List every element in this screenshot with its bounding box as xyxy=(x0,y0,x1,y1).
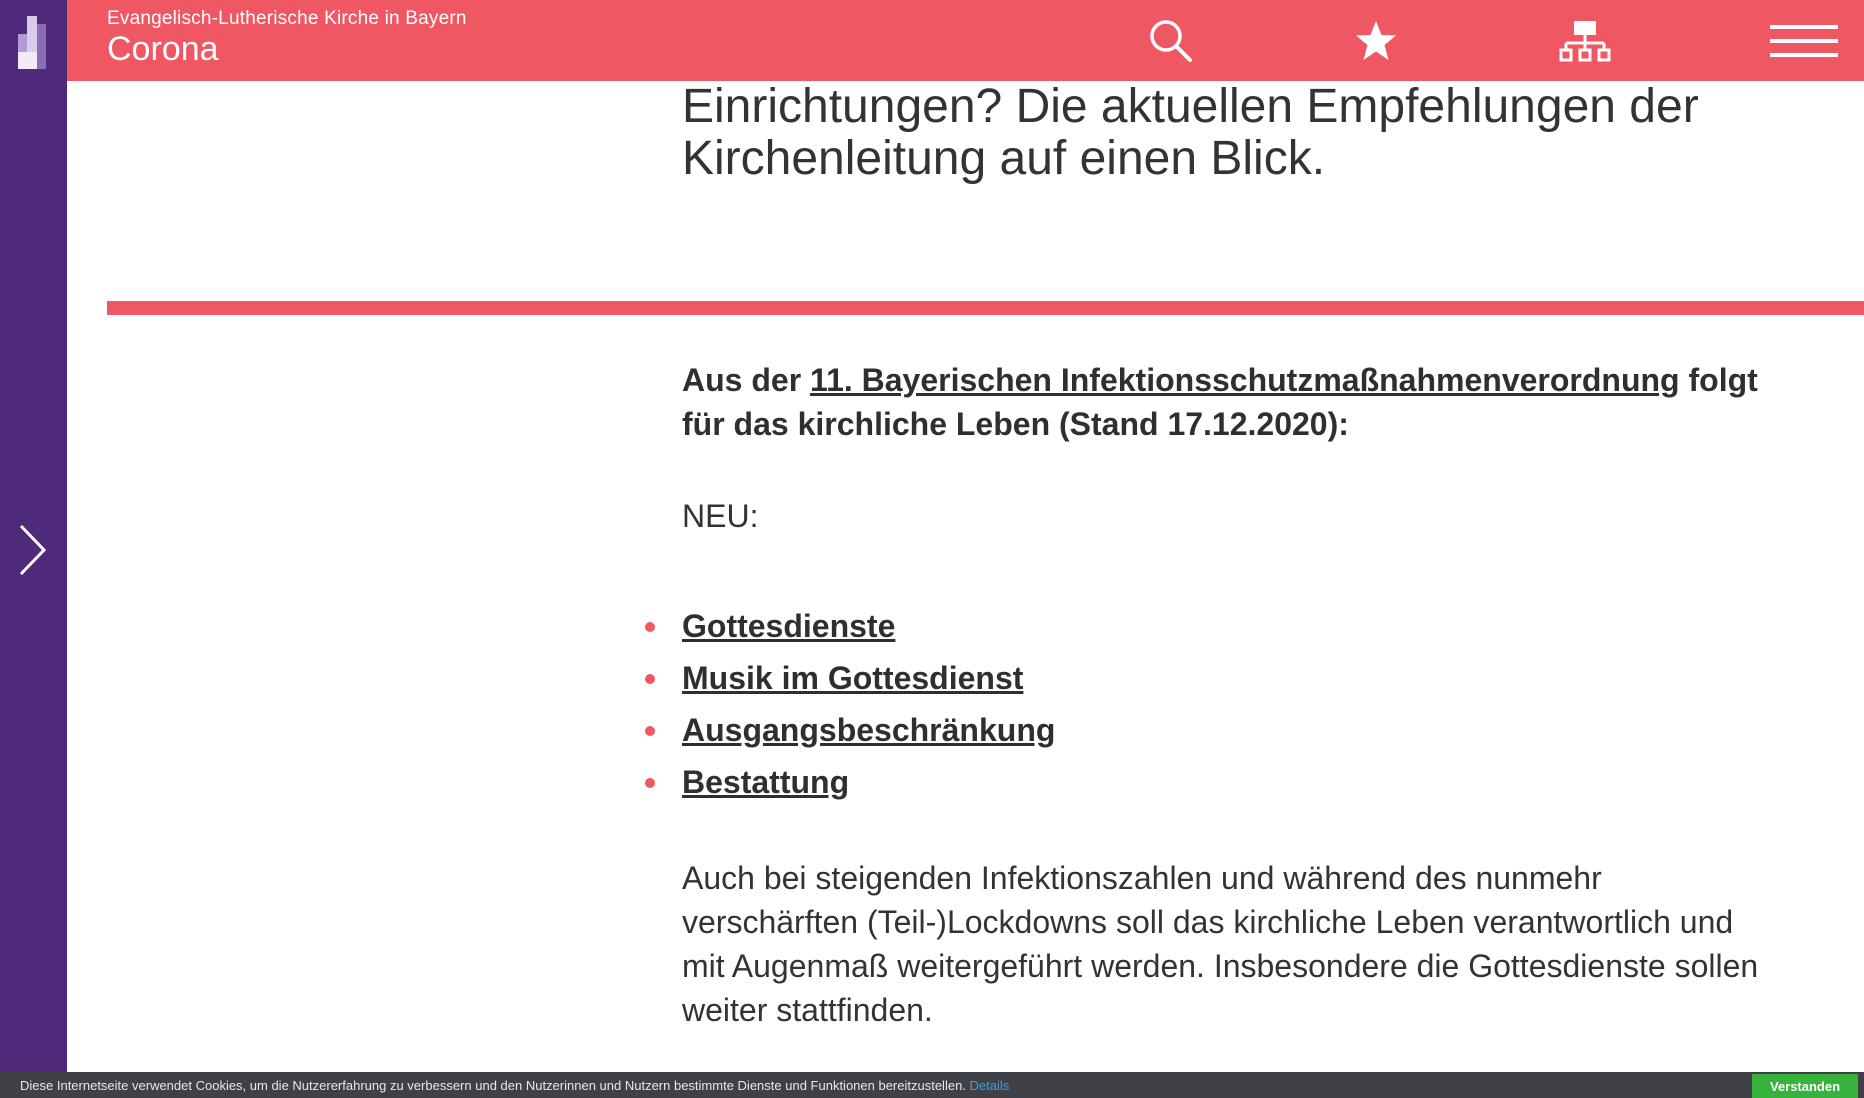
search-icon[interactable] xyxy=(1144,14,1198,68)
cookie-bar xyxy=(0,1072,1864,1098)
neu-label: NEU: xyxy=(682,498,759,534)
lead-paragraph xyxy=(682,358,1762,446)
sitemap-icon[interactable] xyxy=(1555,14,1615,68)
cookie-accept-button[interactable]: Verstanden xyxy=(1752,1074,1858,1098)
sidebar-rail xyxy=(0,0,67,1098)
bullet-dot xyxy=(645,622,655,632)
org-name[interactable]: Evangelisch-Lutherische Kirche in Bayern xyxy=(107,8,467,29)
intro-line-1: Einrichtungen? Die aktuellen Empfehlungen der xyxy=(682,81,1699,133)
link-musik-im-gottesdienst[interactable]: Musik im Gottesdienst xyxy=(682,660,1024,696)
link-bestattung[interactable]: Bestattung xyxy=(682,764,850,800)
menu-icon[interactable] xyxy=(1769,14,1839,68)
link-gottesdienste[interactable]: Gottesdienste xyxy=(682,608,896,644)
intro-line-2: Kirchenleitung auf einen Blick. xyxy=(682,132,1326,185)
chevron-right-icon[interactable] xyxy=(16,522,50,578)
logo[interactable] xyxy=(18,16,46,69)
top-header xyxy=(67,0,1864,81)
body-paragraph: Auch bei steigenden Infektionszahlen und während des nunmehr verschärften (Teil-)Lockdowns soll das kirchliche Leben verantwortlich und mit Augenmaß weitergeführt werden. Insbesondere die Gottesdienste sollen weiter stattfinden. xyxy=(682,860,1759,1028)
list-item xyxy=(682,604,1055,656)
regulation-link[interactable]: 11. Bayerischen Infektionsschutzmaßnahmenverordnung xyxy=(810,362,1680,398)
cookie-message xyxy=(20,1078,1009,1093)
bullet-dot xyxy=(645,778,655,788)
topic-links-list xyxy=(682,604,1055,812)
star-icon[interactable] xyxy=(1349,14,1403,68)
cookie-text: Diese Internetseite verwendet Cookies, um die Nutzererfahrung zu verbessern und den Nutzerinnen und Nutzern bestimmte Dienste und Funktionen bereitzustellen. xyxy=(20,1078,966,1093)
intro-heading xyxy=(682,81,1842,191)
site-title[interactable]: Corona xyxy=(107,30,219,68)
bullet-dot xyxy=(645,726,655,736)
cookie-details-link[interactable]: Details xyxy=(969,1078,1010,1093)
list-item xyxy=(682,656,1055,708)
section-divider xyxy=(107,301,1864,315)
list-item xyxy=(682,760,1055,812)
lead-prefix: Aus der xyxy=(682,362,811,398)
bullet-dot xyxy=(645,674,655,684)
lead-suffix: folgt für das kirchliche Leben (Stand 17.12.2020): xyxy=(682,362,1758,442)
list-item xyxy=(682,708,1055,760)
link-ausgangsbeschraenkung[interactable]: Ausgangsbeschränkung xyxy=(682,712,1056,748)
